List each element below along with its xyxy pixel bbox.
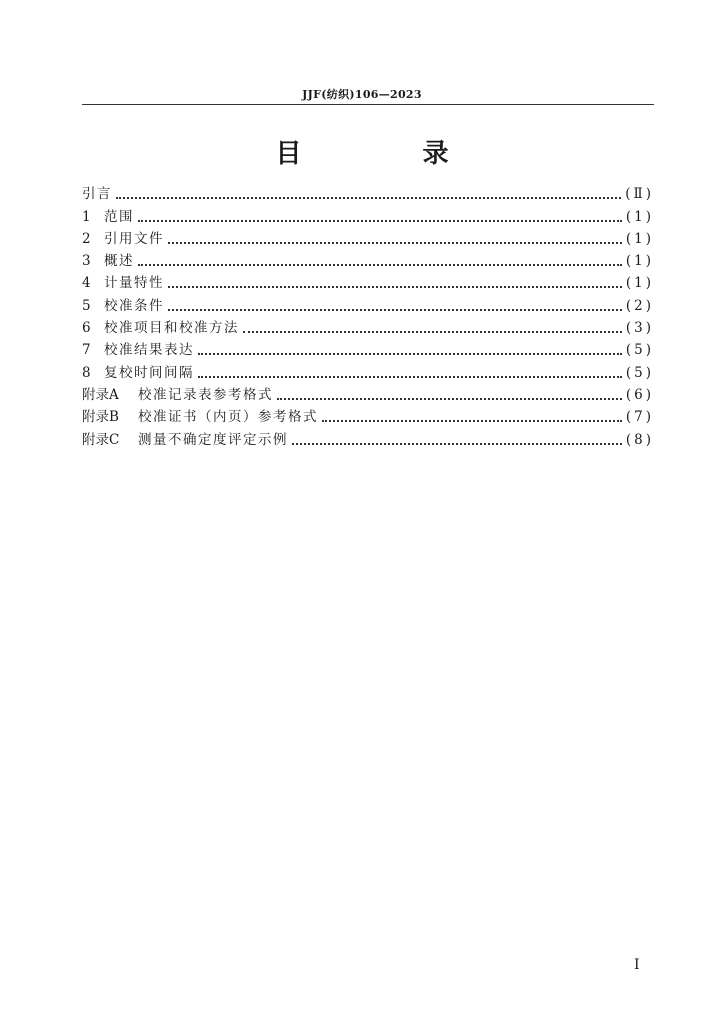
dot-leader — [168, 309, 622, 311]
toc-entry-text: 校准项目和校准方法 — [104, 320, 239, 337]
toc-entry-page: (Ⅱ) — [625, 186, 654, 203]
toc-entry-number: 7 — [82, 342, 91, 359]
toc-entry-references[interactable] — [82, 226, 654, 248]
dot-leader — [168, 286, 622, 288]
dot-leader — [138, 220, 622, 222]
toc-entry-number: 1 — [82, 208, 91, 225]
toc-entry-number: 2 — [82, 230, 91, 247]
page-title: 目 录 — [275, 139, 505, 169]
toc-entry-text: 测量不确定度评定示例 — [138, 431, 288, 448]
toc-entry-text: 计量特性 — [104, 275, 164, 292]
toc-entry-calibration-conditions[interactable] — [82, 292, 654, 314]
toc-entry-results-expression[interactable] — [82, 337, 654, 359]
toc-entry-text: 范围 — [104, 208, 134, 225]
toc-entry-appendix-b[interactable] — [82, 404, 654, 426]
toc-entry-page: (1) — [625, 275, 654, 292]
toc-entry-number: 附录C — [82, 431, 120, 448]
table-of-contents — [82, 181, 654, 449]
toc-entry-page: (2) — [625, 297, 654, 314]
toc-entry-foreword[interactable] — [82, 181, 654, 203]
toc-entry-number: 附录A — [82, 386, 119, 403]
toc-entry-page: (8) — [625, 431, 654, 448]
toc-entry-number: 8 — [82, 364, 91, 381]
toc-entry-calibration-items-methods[interactable] — [82, 315, 654, 337]
toc-entry-scope[interactable] — [82, 203, 654, 225]
toc-entry-text: 校准条件 — [104, 297, 164, 314]
toc-entry-number: 6 — [82, 320, 91, 337]
toc-entry-overview[interactable] — [82, 248, 654, 270]
toc-entry-number: 4 — [82, 275, 91, 292]
toc-entry-page: (6) — [625, 386, 654, 403]
toc-entry-metrological-characteristics[interactable] — [82, 270, 654, 292]
toc-entry-number: 附录B — [82, 409, 119, 426]
toc-entry-text: 概述 — [104, 253, 134, 270]
dot-leader — [138, 264, 622, 266]
standard-code-header: JJF(纺织)106—2023 — [302, 88, 422, 101]
dot-leader — [322, 420, 622, 422]
page-number: Ⅰ — [634, 957, 640, 973]
toc-entry-text: 校准记录表参考格式 — [138, 386, 273, 403]
toc-entry-page: (1) — [625, 208, 654, 225]
toc-entry-page: (3) — [625, 320, 654, 337]
dot-leader — [277, 398, 622, 400]
toc-entry-recalibration-interval[interactable] — [82, 359, 654, 381]
toc-entry-text: 校准证书（内页）参考格式 — [138, 409, 318, 426]
toc-entry-page: (5) — [625, 342, 654, 359]
dot-leader — [198, 376, 622, 378]
dot-leader — [116, 197, 621, 199]
header-divider — [82, 104, 654, 105]
dot-leader — [168, 242, 622, 244]
toc-entry-number: 3 — [82, 253, 91, 270]
toc-entry-number: 5 — [82, 297, 91, 314]
toc-entry-page: (1) — [625, 230, 654, 247]
dot-leader — [292, 443, 622, 445]
toc-entry-appendix-a[interactable] — [82, 382, 654, 404]
toc-entry-page: (1) — [625, 253, 654, 270]
toc-entry-page: (7) — [625, 409, 654, 426]
toc-entry-appendix-c[interactable] — [82, 426, 654, 448]
toc-entry-text: 复校时间间隔 — [104, 364, 194, 381]
dot-leader — [243, 331, 622, 333]
toc-entry-text: 引言 — [82, 186, 112, 203]
toc-entry-page: (5) — [625, 364, 654, 381]
toc-entry-text: 引用文件 — [104, 230, 164, 247]
toc-entry-text: 校准结果表达 — [104, 342, 194, 359]
dot-leader — [198, 353, 622, 355]
